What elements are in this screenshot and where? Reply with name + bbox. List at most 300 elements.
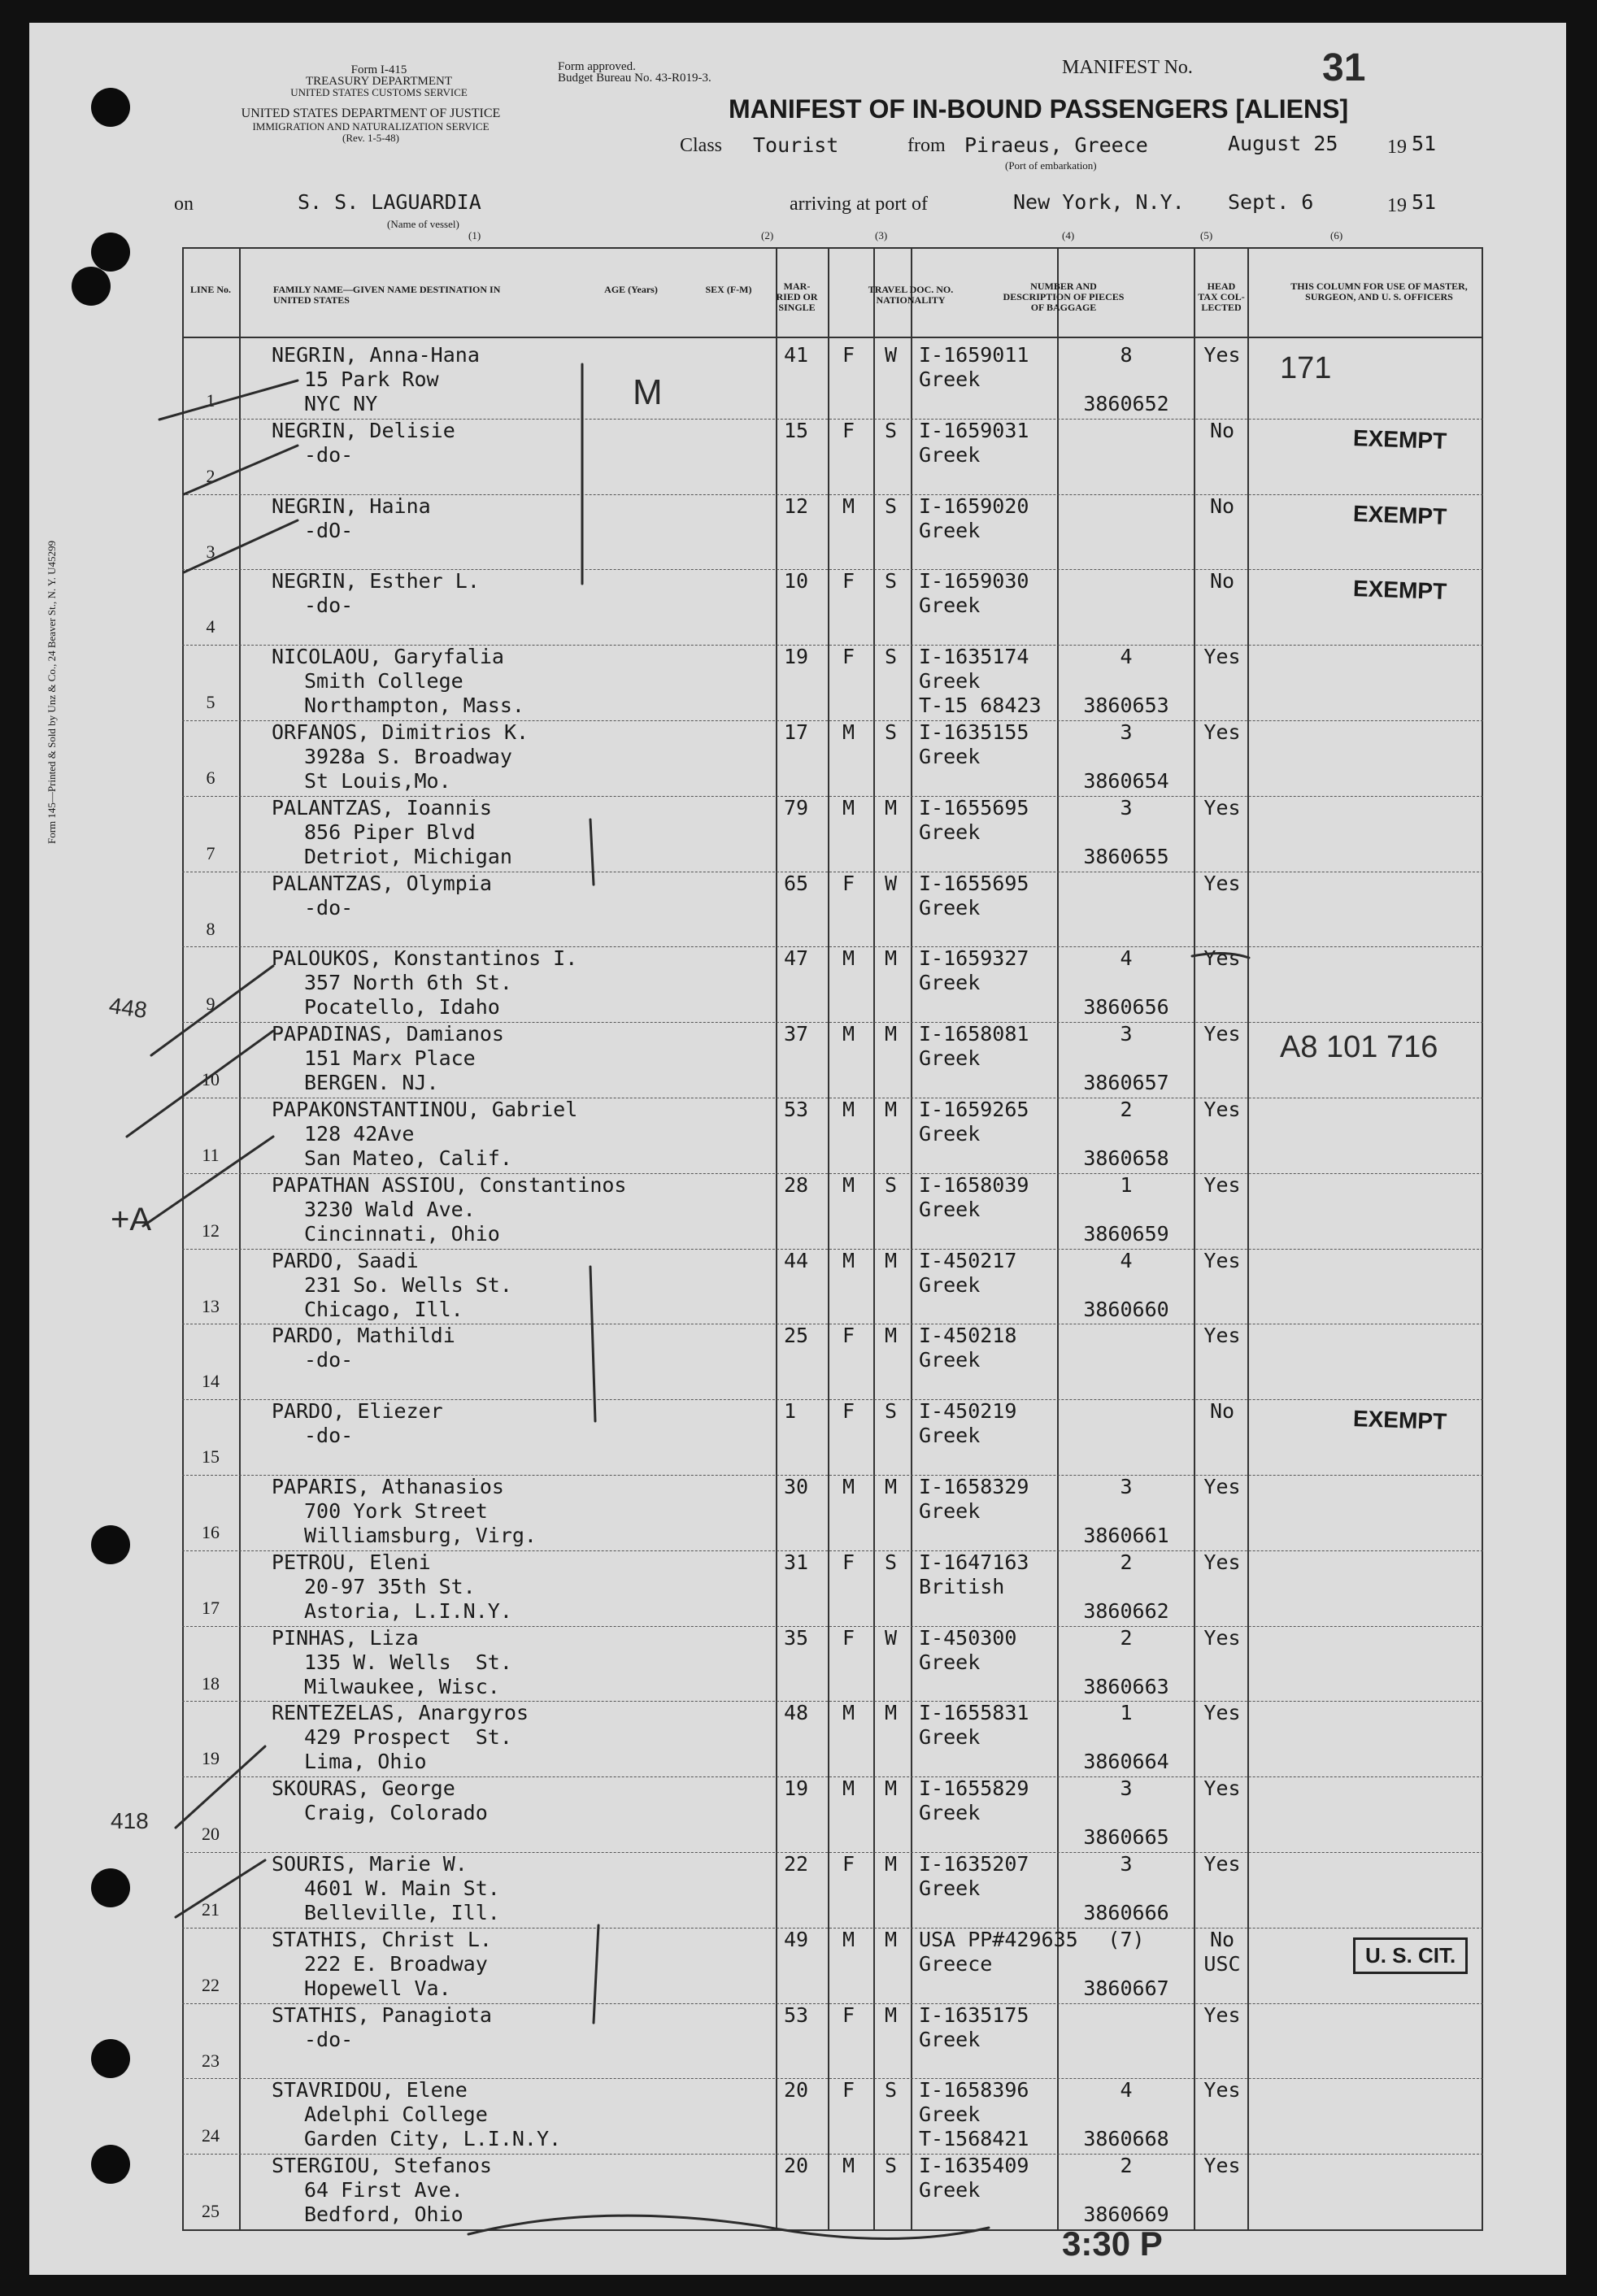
year-prefix: 19 bbox=[1387, 137, 1407, 158]
travel-doc-number: I-1655831 bbox=[919, 1701, 1029, 1725]
head-tax: Yes bbox=[1203, 1550, 1241, 1574]
baggage-count: 4 bbox=[1120, 645, 1133, 669]
marital-status: W bbox=[885, 871, 898, 895]
age-value: 48 bbox=[784, 1701, 809, 1725]
address-line-2: Pocatello, Idaho bbox=[304, 995, 500, 1020]
year-prefix-2: 19 bbox=[1387, 195, 1407, 216]
nationality: Greek bbox=[919, 1499, 981, 1523]
line-number: 10 bbox=[202, 1069, 220, 1090]
address-line-1: 3230 Wald Ave. bbox=[304, 1197, 476, 1221]
address-line-2: Hopewell Va. bbox=[304, 1976, 451, 2000]
baggage-ticket: 3860664 bbox=[1083, 1750, 1169, 1774]
address-line-1: 231 So. Wells St. bbox=[304, 1272, 512, 1297]
baggage-count: 1 bbox=[1120, 1701, 1133, 1725]
address-line-1: -do- bbox=[304, 895, 354, 920]
address-line-1: 128 42Ave bbox=[304, 1122, 415, 1146]
address-line-2: BERGEN. NJ. bbox=[304, 1071, 439, 1095]
col-num-4: (4) bbox=[1062, 229, 1075, 241]
passenger-name: PARDO, Saadi bbox=[272, 1248, 419, 1272]
travel-doc-number: I-450218 bbox=[919, 1324, 1017, 1348]
baggage-ticket: 3860663 bbox=[1083, 1674, 1169, 1698]
passenger-name: NEGRIN, Haina bbox=[272, 494, 431, 518]
travel-doc-number: I-1635207 bbox=[919, 1852, 1029, 1876]
head-tax: Yes bbox=[1203, 1248, 1241, 1272]
sex-value: M bbox=[842, 1701, 855, 1725]
baggage-ticket: 3860668 bbox=[1083, 2127, 1169, 2151]
age-value: 19 bbox=[784, 645, 809, 669]
line-number: 3 bbox=[206, 541, 215, 562]
baggage-ticket: 3860659 bbox=[1083, 1221, 1169, 1246]
table-row bbox=[182, 419, 1483, 494]
address-line-1: 151 Marx Place bbox=[304, 1046, 476, 1071]
manifest-no-label: MANIFEST No. bbox=[1062, 57, 1193, 78]
binder-hole bbox=[91, 2145, 130, 2184]
address-line-2: Bedford, Ohio bbox=[304, 2203, 463, 2227]
header-baggage: NUMBER AND DESCRIPTION OF PIECES OF BAGGAGE bbox=[1003, 280, 1125, 313]
passenger-name: SKOURAS, George bbox=[272, 1776, 455, 1801]
marital-status: S bbox=[885, 720, 898, 744]
class-value: Tourist bbox=[753, 133, 839, 157]
travel-doc-number: I-1658329 bbox=[919, 1475, 1029, 1498]
nationality: Greek bbox=[919, 594, 981, 618]
exempt-stamp: EXEMPT bbox=[1352, 500, 1447, 529]
address-line-1: 64 First Ave. bbox=[304, 2178, 463, 2203]
line-number: 12 bbox=[202, 1220, 220, 1241]
table-row bbox=[182, 2078, 1483, 2154]
sex-value: M bbox=[842, 795, 855, 820]
passenger-name: NEGRIN, Anna-Hana bbox=[272, 343, 480, 367]
sex-value: M bbox=[842, 1022, 855, 1046]
baggage-count: 2 bbox=[1120, 2154, 1133, 2178]
marital-status: M bbox=[885, 1776, 898, 1801]
sex-value: F bbox=[842, 1625, 855, 1650]
marital-status: W bbox=[885, 343, 898, 367]
head-tax: Yes bbox=[1203, 1475, 1241, 1498]
line-number: 8 bbox=[206, 918, 215, 939]
header-sex: SEX (F-M) bbox=[705, 284, 752, 295]
table-row bbox=[182, 2003, 1483, 2079]
line-number: 15 bbox=[202, 1446, 220, 1468]
marital-status: S bbox=[885, 418, 898, 442]
table-row bbox=[182, 1626, 1483, 1702]
table-row bbox=[182, 1022, 1483, 1098]
nationality: Greek bbox=[919, 1197, 981, 1221]
exempt-stamp: EXEMPT bbox=[1352, 576, 1447, 605]
table-row bbox=[182, 1249, 1483, 1324]
marital-status: M bbox=[885, 1475, 898, 1498]
sex-value: F bbox=[842, 2078, 855, 2102]
head-tax: No bbox=[1209, 494, 1235, 518]
vessel-name: S. S. LAGUARDIA bbox=[298, 190, 481, 214]
line-number: 25 bbox=[202, 2201, 220, 2222]
table-row bbox=[182, 1550, 1483, 1626]
line-number: 5 bbox=[206, 692, 215, 713]
age-value: 53 bbox=[784, 2002, 809, 2027]
travel-doc-number: I-450217 bbox=[919, 1248, 1017, 1272]
header-officers: THIS COLUMN FOR USE OF MASTER, SURGEON, AND U. S. OFFICERS bbox=[1290, 280, 1468, 302]
table-row bbox=[182, 645, 1483, 720]
address-line-2: Chicago, Ill. bbox=[304, 1297, 463, 1321]
baggage-ticket: 3860666 bbox=[1083, 1901, 1169, 1924]
address-line-1: Craig, Colorado bbox=[304, 1801, 488, 1825]
marital-status: M bbox=[885, 1324, 898, 1348]
travel-doc-number: I-1659020 bbox=[919, 494, 1029, 518]
sex-value: F bbox=[842, 1399, 855, 1424]
nationality: Greek bbox=[919, 1046, 981, 1071]
baggage-ticket: 3860652 bbox=[1083, 392, 1169, 415]
table-row bbox=[182, 1173, 1483, 1249]
side-printer-text: Form 145—Printed & Sold by Unz & Co., 24 Beaver St., N. Y. U45299 bbox=[46, 540, 58, 844]
age-value: 79 bbox=[784, 795, 809, 820]
binder-hole bbox=[91, 88, 130, 127]
line-number: 13 bbox=[202, 1295, 220, 1316]
handwritten-bottom-note: 3:30 P bbox=[1062, 2224, 1163, 2263]
sex-value: F bbox=[842, 1324, 855, 1348]
nationality: Greece bbox=[919, 1951, 993, 1976]
baggage-ticket: 3860662 bbox=[1083, 1598, 1169, 1623]
travel-doc-number: I-1659327 bbox=[919, 946, 1029, 971]
ins-label: IMMIGRATION AND NATURALIZATION SERVICE bbox=[252, 120, 490, 133]
passenger-name: PALANTZAS, Ioannis bbox=[272, 795, 492, 820]
us-citizen-stamp: U. S. CIT. bbox=[1353, 1937, 1468, 1974]
passenger-table bbox=[182, 247, 1483, 2231]
nationality: Greek bbox=[919, 1122, 981, 1146]
head-tax: No bbox=[1209, 1399, 1235, 1424]
passenger-name: PALOUKOS, Konstantinos I. bbox=[272, 946, 578, 971]
address-line-1: 20-97 35th St. bbox=[304, 1574, 476, 1598]
table-row bbox=[182, 1776, 1483, 1852]
address-line-1: 700 York Street bbox=[304, 1499, 488, 1523]
baggage-ticket: 3860658 bbox=[1083, 1146, 1169, 1170]
head-tax: Yes bbox=[1203, 2154, 1241, 2178]
age-value: 31 bbox=[784, 1550, 809, 1574]
travel-doc-number: USA PP#429635 bbox=[919, 1927, 1078, 1951]
marital-status: M bbox=[885, 946, 898, 971]
line-number: 18 bbox=[202, 1672, 220, 1694]
passenger-name: PAPADINAS, Damianos bbox=[272, 1022, 504, 1046]
travel-doc-number: I-1659030 bbox=[919, 569, 1029, 594]
passenger-name: PARDO, Mathildi bbox=[272, 1324, 455, 1348]
header-line-no: LINE No. bbox=[189, 284, 231, 295]
age-value: 22 bbox=[784, 1852, 809, 1876]
address-line-2: Williamsburg, Virg. bbox=[304, 1524, 537, 1547]
travel-doc-number: I-1659011 bbox=[919, 343, 1029, 367]
line-number: 6 bbox=[206, 768, 215, 788]
nationality: British bbox=[919, 1574, 1005, 1598]
arrival-date: Sept. 6 bbox=[1228, 190, 1314, 214]
age-value: 37 bbox=[784, 1022, 809, 1046]
age-value: 19 bbox=[784, 1776, 809, 1801]
embarkation-port: Piraeus, Greece bbox=[964, 133, 1148, 157]
passenger-name: STAVRIDOU, Elene bbox=[272, 2078, 468, 2102]
head-tax: Yes bbox=[1203, 946, 1241, 971]
travel-doc-number: I-1655695 bbox=[919, 871, 1029, 895]
age-value: 47 bbox=[784, 946, 809, 971]
baggage-count: 3 bbox=[1120, 1475, 1133, 1498]
col-num-5: (5) bbox=[1200, 229, 1213, 241]
baggage-count: 3 bbox=[1120, 1776, 1133, 1801]
passenger-name: PETROU, Eleni bbox=[272, 1550, 431, 1574]
marital-status: M bbox=[885, 1022, 898, 1046]
manifest-title: MANIFEST OF IN-BOUND PASSENGERS [ALIENS] bbox=[729, 94, 1349, 124]
passenger-name: PAPARIS, Athanasios bbox=[272, 1475, 504, 1498]
sex-value: F bbox=[842, 645, 855, 669]
baggage-ticket: 3860665 bbox=[1083, 1825, 1169, 1850]
passenger-name: NEGRIN, Delisie bbox=[272, 418, 455, 442]
address-line-2: San Mateo, Calif. bbox=[304, 1146, 512, 1170]
marital-status: S bbox=[885, 2078, 898, 2102]
sex-value: M bbox=[842, 1776, 855, 1801]
sex-value: F bbox=[842, 871, 855, 895]
age-value: 41 bbox=[784, 343, 809, 367]
address-line-2: Northampton, Mass. bbox=[304, 694, 524, 718]
marital-status: M bbox=[885, 1701, 898, 1725]
line-number: 20 bbox=[202, 1824, 220, 1845]
table-row bbox=[182, 1324, 1483, 1399]
form-number: Form I-415 bbox=[350, 63, 407, 76]
passenger-name: PAPAKONSTANTINOU, Gabriel bbox=[272, 1098, 578, 1121]
table-row bbox=[182, 1852, 1483, 1928]
sex-value: F bbox=[842, 343, 855, 367]
age-value: 25 bbox=[784, 1324, 809, 1348]
table-row bbox=[182, 872, 1483, 947]
customs-label: UNITED STATES CUSTOMS SERVICE bbox=[290, 86, 468, 98]
nationality: Greek bbox=[919, 518, 981, 542]
form-approved: Form approved. bbox=[558, 60, 636, 73]
head-tax: No bbox=[1209, 418, 1235, 442]
baggage-ticket: 3860660 bbox=[1083, 1297, 1169, 1321]
head-tax: Yes bbox=[1203, 2078, 1241, 2102]
nationality: Greek bbox=[919, 669, 981, 694]
nationality: Greek bbox=[919, 1650, 981, 1674]
age-value: 15 bbox=[784, 418, 809, 442]
age-value: 17 bbox=[784, 720, 809, 744]
table-row bbox=[182, 494, 1483, 570]
sex-value: M bbox=[842, 2154, 855, 2178]
baggage-ticket: 3860667 bbox=[1083, 1976, 1169, 2000]
marital-status: S bbox=[885, 1399, 898, 1424]
passenger-name: PARDO, Eliezer bbox=[272, 1399, 443, 1424]
head-tax: Yes bbox=[1203, 1701, 1241, 1725]
line-number: 9 bbox=[206, 994, 215, 1015]
travel-doc-number: I-1635174 bbox=[919, 645, 1029, 669]
line-number: 17 bbox=[202, 1597, 220, 1618]
travel-doc-number: I-1635175 bbox=[919, 2002, 1029, 2027]
col-num-6: (6) bbox=[1330, 229, 1343, 241]
head-tax: Yes bbox=[1203, 1022, 1241, 1046]
treasury-label: TREASURY DEPARTMENT bbox=[305, 75, 453, 88]
travel-doc-number: I-1658081 bbox=[919, 1022, 1029, 1046]
header-name: FAMILY NAME—GIVEN NAME DESTINATION IN UNITED STATES bbox=[273, 284, 501, 306]
baggage-ticket: 3860655 bbox=[1083, 844, 1169, 868]
address-line-1: -do- bbox=[304, 2027, 354, 2051]
baggage-count: 3 bbox=[1120, 795, 1133, 820]
head-tax: Yes bbox=[1203, 1324, 1241, 1348]
passenger-name: RENTEZELAS, Anargyros bbox=[272, 1701, 529, 1725]
head-tax: Yes bbox=[1203, 645, 1241, 669]
age-value: 49 bbox=[784, 1927, 809, 1951]
marital-status: S bbox=[885, 494, 898, 518]
sex-value: M bbox=[842, 1475, 855, 1498]
age-value: 10 bbox=[784, 569, 809, 594]
address-line-1: 15 Park Row bbox=[304, 367, 439, 391]
nationality: Greek bbox=[919, 820, 981, 844]
age-value: 1 bbox=[784, 1399, 797, 1424]
marital-status: M bbox=[885, 1852, 898, 1876]
head-tax: No bbox=[1209, 569, 1235, 594]
sex-value: F bbox=[842, 1852, 855, 1876]
sex-value: M bbox=[842, 1172, 855, 1197]
col-num-1: (1) bbox=[468, 229, 481, 241]
head-tax: No USC bbox=[1203, 1927, 1241, 1976]
exempt-stamp: EXEMPT bbox=[1352, 1406, 1447, 1435]
marital-status: M bbox=[885, 1927, 898, 1951]
arrival-port: New York, N.Y. bbox=[1013, 190, 1185, 214]
header-travel-doc: TRAVEL DOC. NO. NATIONALITY bbox=[868, 284, 954, 306]
col-num-3: (3) bbox=[875, 229, 888, 241]
baggage-count: 3 bbox=[1120, 720, 1133, 744]
passenger-name: STATHIS, Panagiota bbox=[272, 2002, 492, 2027]
address-line-2: Detriot, Michigan bbox=[304, 844, 512, 868]
head-tax: Yes bbox=[1203, 1852, 1241, 1876]
sex-value: F bbox=[842, 418, 855, 442]
baggage-count: 4 bbox=[1120, 1248, 1133, 1272]
passenger-name: STATHIS, Christ L. bbox=[272, 1927, 492, 1951]
head-tax: Yes bbox=[1203, 1098, 1241, 1121]
age-value: 44 bbox=[784, 1248, 809, 1272]
nationality: Greek bbox=[919, 1348, 981, 1372]
address-line-2: St Louis,Mo. bbox=[304, 769, 451, 793]
travel-doc-number: I-1658039 bbox=[919, 1172, 1029, 1197]
travel-doc-number: I-1659265 bbox=[919, 1098, 1029, 1121]
nationality: Greek bbox=[919, 895, 981, 920]
address-line-1: 135 W. Wells St. bbox=[304, 1650, 512, 1674]
baggage-count: 3 bbox=[1120, 1022, 1133, 1046]
sex-value: M bbox=[842, 946, 855, 971]
table-row bbox=[182, 720, 1483, 796]
marital-status: S bbox=[885, 569, 898, 594]
sex-value: F bbox=[842, 569, 855, 594]
marital-status: M bbox=[885, 795, 898, 820]
exempt-stamp: EXEMPT bbox=[1352, 424, 1447, 454]
sex-value: F bbox=[842, 2002, 855, 2027]
table-row bbox=[182, 2154, 1483, 2229]
table-row bbox=[182, 1399, 1483, 1475]
head-tax: Yes bbox=[1203, 2002, 1241, 2027]
address-line-2: Lima, Ohio bbox=[304, 1750, 427, 1774]
baggage-ticket: 3860654 bbox=[1083, 769, 1169, 793]
baggage-ticket: 3860656 bbox=[1083, 995, 1169, 1020]
nationality: Greek bbox=[919, 745, 981, 768]
head-tax: Yes bbox=[1203, 720, 1241, 744]
handwritten-age-mark: M bbox=[633, 372, 663, 412]
passenger-name: STERGIOU, Stefanos bbox=[272, 2154, 492, 2178]
line-number: 23 bbox=[202, 2050, 220, 2071]
baggage-count: 2 bbox=[1120, 1098, 1133, 1121]
arrival-year: 51 bbox=[1412, 190, 1437, 214]
manifest-number: 31 bbox=[1322, 46, 1366, 89]
embarkation-year: 51 bbox=[1412, 132, 1437, 155]
travel-doc-number: I-1655829 bbox=[919, 1776, 1029, 1801]
baggage-count: 4 bbox=[1120, 2078, 1133, 2102]
head-tax: Yes bbox=[1203, 1172, 1241, 1197]
sex-value: M bbox=[842, 494, 855, 518]
address-line-1: -dO- bbox=[304, 518, 354, 542]
travel-doc-number: I-1635409 bbox=[919, 2154, 1029, 2178]
line-number: 2 bbox=[206, 465, 215, 486]
baggage-ticket: 3860661 bbox=[1083, 1524, 1169, 1547]
budget-number: Budget Bureau No. 43-R019-3. bbox=[558, 72, 711, 85]
nationality: Greek bbox=[919, 442, 981, 467]
address-line-1: 222 E. Broadway bbox=[304, 1951, 488, 1976]
travel-doc-number: I-1647163 bbox=[919, 1550, 1029, 1574]
marital-status: W bbox=[885, 1625, 898, 1650]
embarkation-date: August 25 bbox=[1228, 132, 1338, 155]
passenger-name: NICOLAOU, Garyfalia bbox=[272, 645, 504, 669]
vessel-caption: (Name of vessel) bbox=[387, 218, 459, 230]
address-line-1: 3928a S. Broadway bbox=[304, 745, 512, 768]
age-value: 28 bbox=[784, 1172, 809, 1197]
nationality: Greek bbox=[919, 367, 981, 391]
travel-doc-number: I-1635155 bbox=[919, 720, 1029, 744]
line-number: 22 bbox=[202, 1974, 220, 1995]
header-head-tax: HEAD TAX COL- LECTED bbox=[1198, 280, 1245, 313]
line-number: 1 bbox=[206, 390, 215, 411]
travel-doc-secondary: T-1568421 bbox=[919, 2127, 1029, 2151]
nationality: Greek bbox=[919, 971, 981, 995]
travel-doc-number: I-450219 bbox=[919, 1399, 1017, 1424]
sex-value: M bbox=[842, 1248, 855, 1272]
travel-doc-number: I-1659031 bbox=[919, 418, 1029, 442]
sex-value: M bbox=[842, 1927, 855, 1951]
sex-value: F bbox=[842, 1550, 855, 1574]
age-value: 12 bbox=[784, 494, 809, 518]
age-value: 65 bbox=[784, 871, 809, 895]
line-number: 19 bbox=[202, 1748, 220, 1769]
manifest-page bbox=[29, 23, 1566, 2275]
travel-doc-number: I-450300 bbox=[919, 1625, 1017, 1650]
justice-label: UNITED STATES DEPARTMENT OF JUSTICE bbox=[241, 107, 501, 120]
nationality: Greek bbox=[919, 2102, 981, 2127]
address-line-2: NYC NY bbox=[304, 392, 378, 415]
sex-value: M bbox=[842, 720, 855, 744]
address-line-1: -do- bbox=[304, 1348, 354, 1372]
address-line-1: 4601 W. Main St. bbox=[304, 1876, 500, 1900]
handwritten-margin-note: 418 bbox=[111, 1808, 149, 1833]
arriving-label: arriving at port of bbox=[790, 194, 928, 215]
marital-status: M bbox=[885, 1248, 898, 1272]
marital-status: S bbox=[885, 645, 898, 669]
address-line-1: 856 Piper Blvd bbox=[304, 820, 476, 844]
table-row bbox=[182, 343, 1483, 419]
line-number: 14 bbox=[202, 1371, 220, 1392]
class-label: Class bbox=[680, 135, 723, 156]
baggage-count: 8 bbox=[1120, 343, 1133, 367]
travel-doc-number: I-1655695 bbox=[919, 795, 1029, 820]
passenger-name: PINHAS, Liza bbox=[272, 1625, 419, 1650]
handwritten-margin-note: 448 bbox=[107, 992, 149, 1024]
address-line-2: Cincinnati, Ohio bbox=[304, 1221, 500, 1246]
address-line-1: 357 North 6th St. bbox=[304, 971, 512, 995]
baggage-count: 1 bbox=[1120, 1172, 1133, 1197]
marital-status: S bbox=[885, 1550, 898, 1574]
table-row bbox=[182, 1475, 1483, 1550]
nationality: Greek bbox=[919, 1801, 981, 1825]
age-value: 20 bbox=[784, 2154, 809, 2178]
col-num-2: (2) bbox=[761, 229, 774, 241]
table-row bbox=[182, 1098, 1483, 1173]
address-line-1: 429 Prospect St. bbox=[304, 1725, 512, 1750]
